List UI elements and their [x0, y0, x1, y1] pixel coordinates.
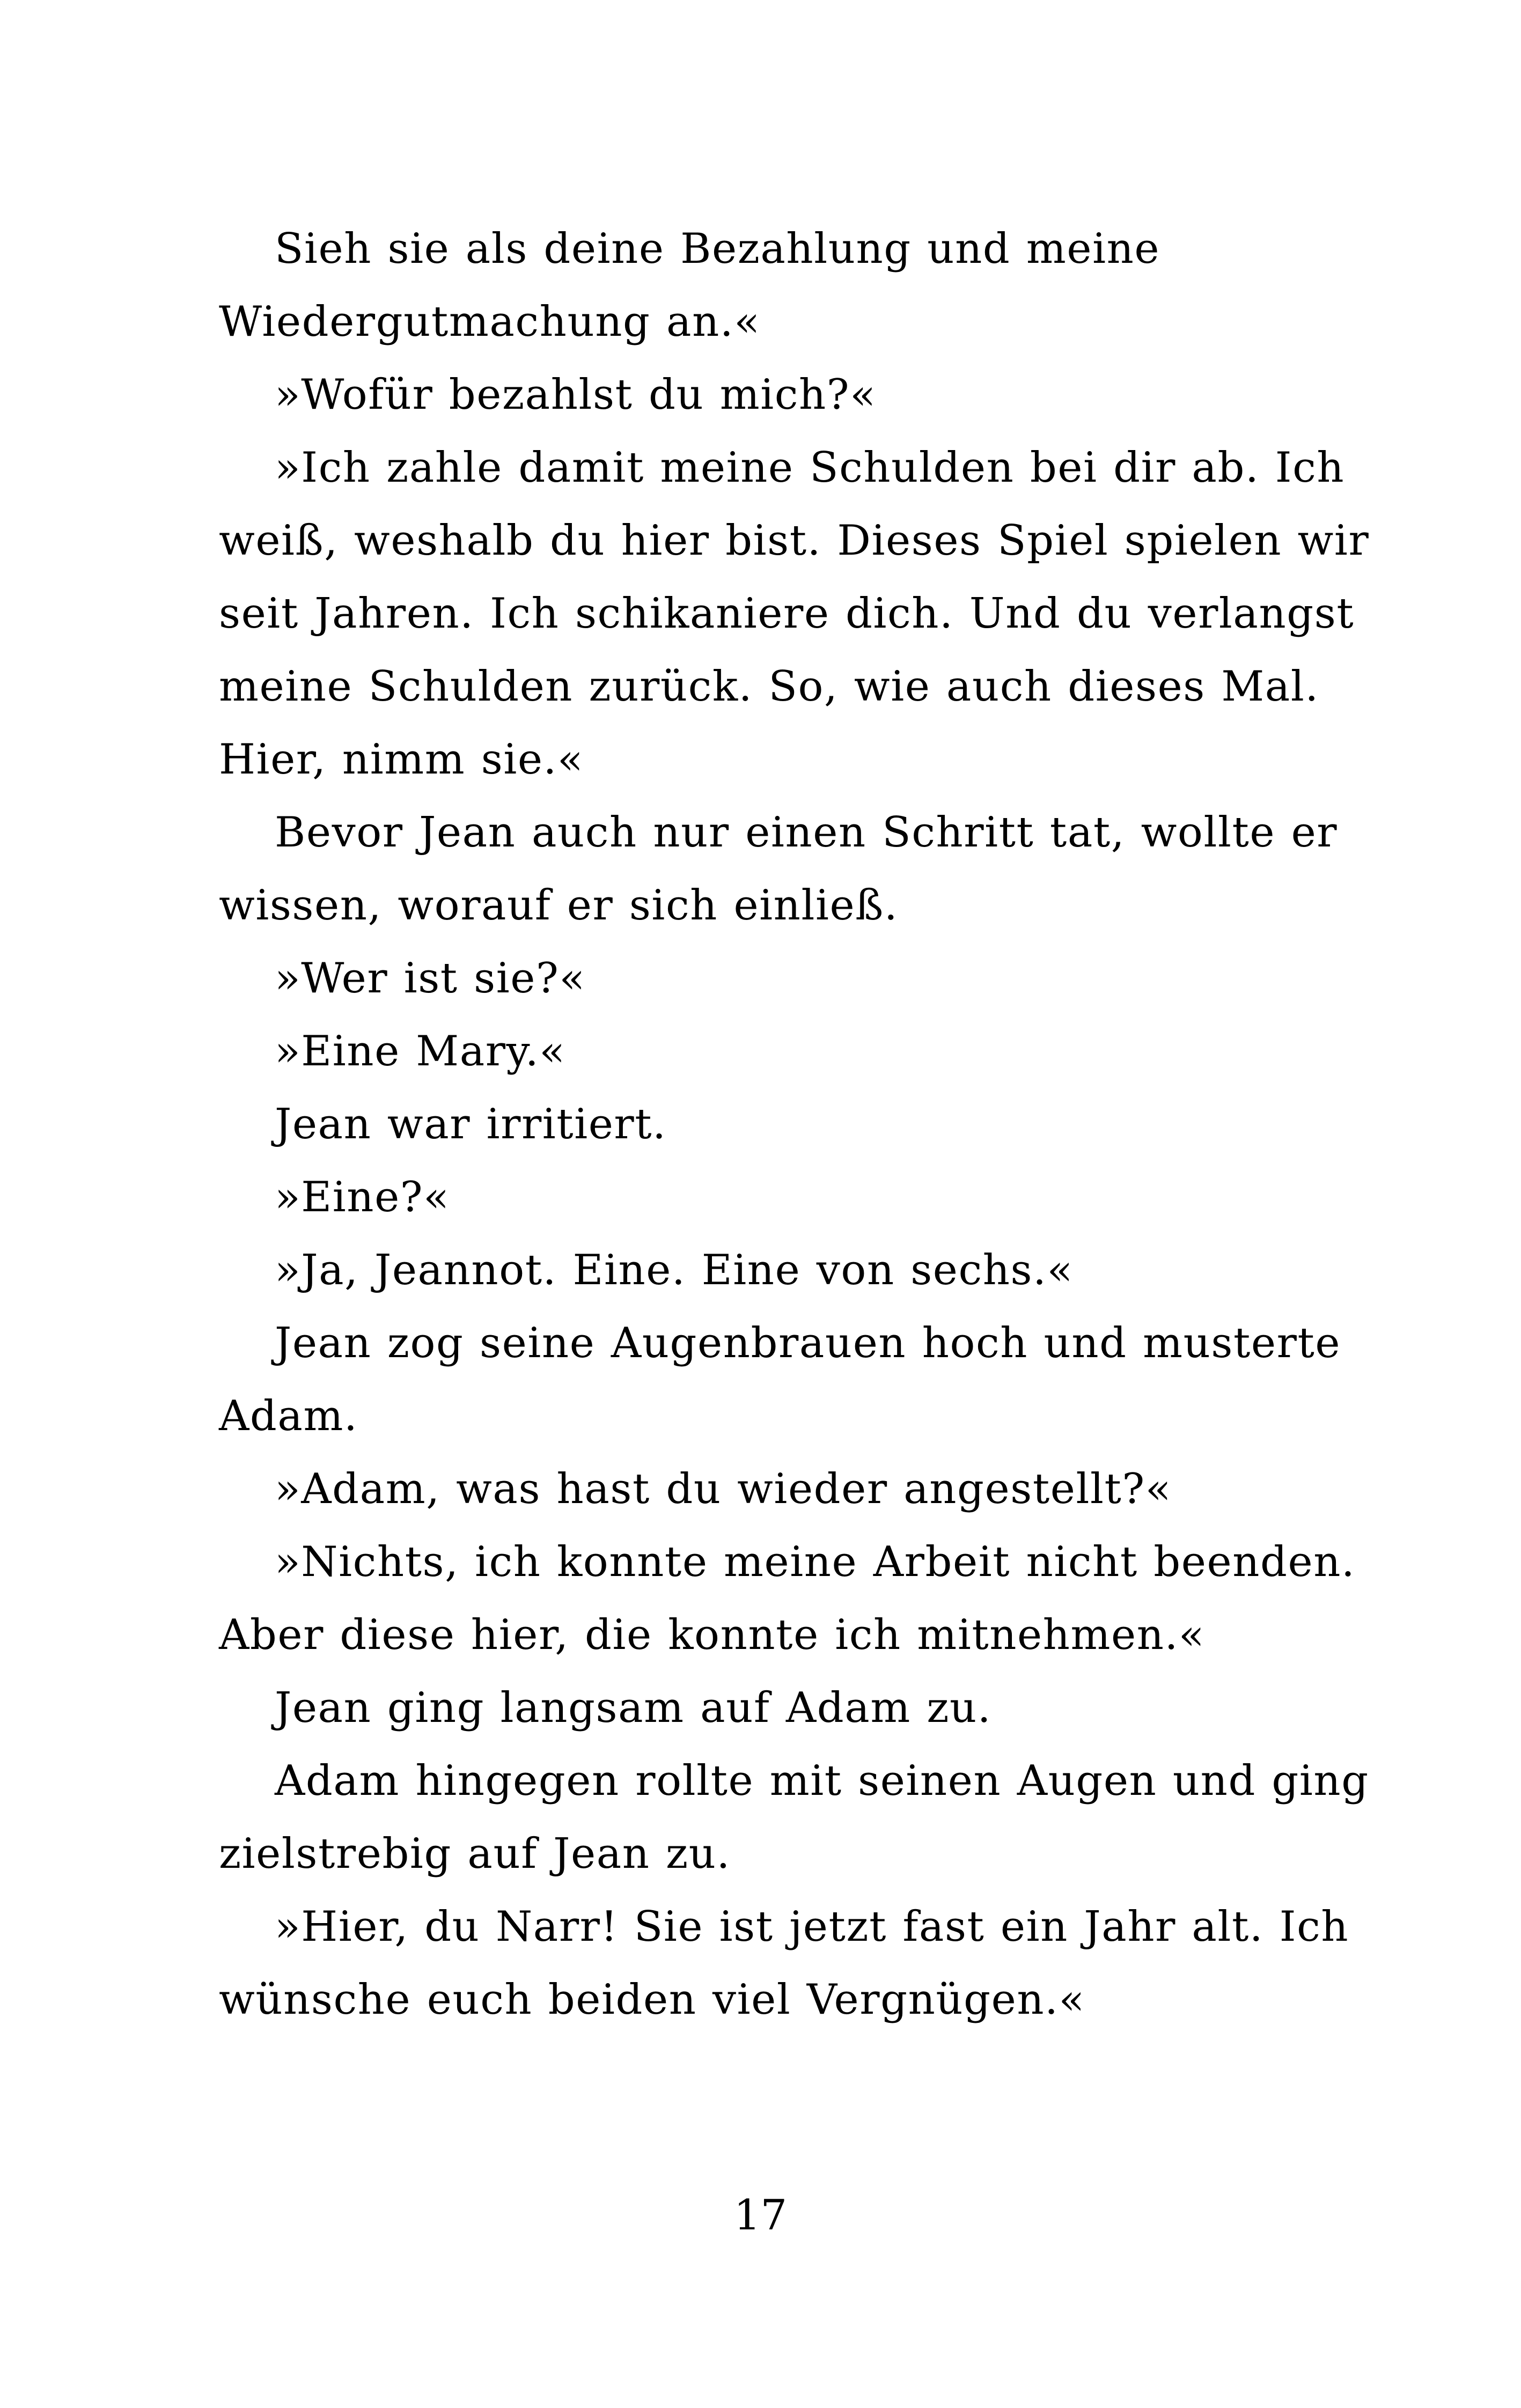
text-line: wissen, worauf er sich einließ. — [219, 881, 899, 930]
text-line: Sieh sie als deine Bezahlung und meine — [275, 225, 1160, 273]
text-line: »Hier, du Narr! Sie ist jetzt fast ein Jahr alt. Ich — [275, 1903, 1349, 1951]
text-line: »Ich zahle damit meine Schulden bei dir ab. Ich — [275, 444, 1345, 492]
text-line: Bevor Jean auch nur einen Schritt tat, wollte er — [275, 808, 1338, 857]
text-line: Jean zog seine Augenbrauen hoch und musterte — [275, 1319, 1341, 1367]
text-line: »Wofür bezahlst du mich?« — [275, 371, 877, 419]
text-line: Wiedergutmachung an.« — [219, 298, 761, 346]
text-line: zielstrebig auf Jean zu. — [219, 1830, 731, 1878]
text-line: Aber diese hier, die konnte ich mitnehmen.« — [219, 1611, 1206, 1659]
text-line: wünsche euch beiden viel Vergnügen.« — [219, 1976, 1085, 2024]
text-line: »Nichts, ich konnte meine Arbeit nicht beenden. — [275, 1538, 1356, 1586]
text-line: Hier, nimm sie.« — [219, 735, 584, 784]
text-line: meine Schulden zurück. So, wie auch dieses Mal. — [219, 662, 1319, 711]
text-line: »Eine?« — [275, 1173, 450, 1221]
text-line: Jean ging langsam auf Adam zu. — [275, 1684, 992, 1732]
text-line: seit Jahren. Ich schikaniere dich. Und du verlangst — [219, 590, 1355, 638]
text-line: Adam. — [219, 1392, 358, 1440]
text-line: Jean war irritiert. — [275, 1100, 667, 1148]
text-line: »Adam, was hast du wieder angestellt?« — [275, 1465, 1172, 1513]
text-line: Adam hingegen rollte mit seinen Augen und ging — [275, 1757, 1369, 1805]
text-line: »Eine Mary.« — [275, 1027, 566, 1076]
text-line: »Ja, Jeannot. Eine. Eine von sechs.« — [275, 1246, 1074, 1294]
page-text-block — [219, 212, 1370, 2036]
page-number: 17 — [733, 2191, 788, 2240]
text-line: »Wer ist sie?« — [275, 954, 586, 1003]
text-line: weiß, weshalb du hier bist. Dieses Spiel spielen wir — [219, 517, 1370, 565]
